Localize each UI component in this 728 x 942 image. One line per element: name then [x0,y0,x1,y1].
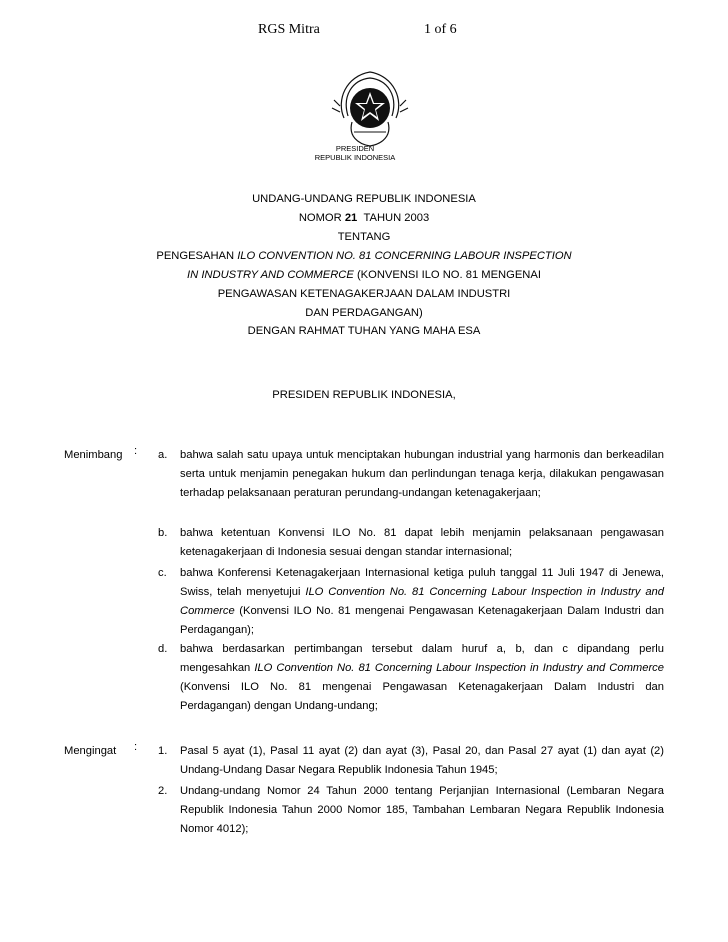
item-text-part: bahwa berdasarkan pertimbangan tersebut dalam huruf a, b, dan c dipandang perlu mengesahkan [180,643,664,674]
law-number-prefix: NOMOR [298,212,342,224]
list-item-text: Undang-undang Nomor 24 Tahun 2000 tentang Perjanjian Internasional (Lembaran Negara Republik Indonesia Tahun 2000 Nomor 185, Tambahan Lembaran Negara Republik Indonesia Nomor 4012); [180,785,664,835]
item-text-part: (Konvensi ILO No. 81 mengenai Pengawasan Ketenagakerjaan Dalam Industri dan Perdagangan) dengan Undang-undang; [180,681,664,712]
blessing-line: DENGAN RAHMAT TUHAN YANG MAHA ESA [247,325,481,337]
law-subject-line1 [0,247,728,266]
list-item-marker: 2. [158,785,168,797]
emblem-caption-line2: REPUBLIK INDONESIA [314,153,396,162]
list-item-marker: c. [158,567,167,579]
list-item-text: Pasal 5 ayat (1), Pasal 11 ayat (2) dan ayat (3), Pasal 20, dan Pasal 27 ayat (1) dan ayat (2) Undang-Undang Dasar Negara Republik Indonesia Tahun 1945; [180,745,664,776]
list-item-text [180,640,664,716]
item-text-part: (Konvensi ILO No. 81 mengenai Pengawasan Ketenagakerjaan Dalam Industri dan Perdagangan); [180,605,664,636]
emblem-caption-line1: PRESIDEN [335,144,375,153]
list-item-marker: b. [158,527,168,539]
law-subject-line3: PENGAWASAN KETENAGAKERJAAN DALAM INDUSTRI [217,288,511,300]
law-subject-translation: (KONVENSI ILO NO. 81 MENGENAI [356,269,541,281]
page-indicator: 1 of 6 [424,22,457,37]
emblem-caption [310,144,400,162]
law-title-block [0,190,728,323]
list-item-marker: 1. [158,745,168,757]
law-subject-prefix: PENGESAHAN [156,250,235,262]
list-item-text: bahwa salah satu upaya untuk menciptakan hubungan industrial yang harmonis dan berkeadilan serta untuk menjamin penegakan hukum dan perlindungan tenaga kerja, dilakukan pengawasan terhadap pelaksanaan peraturan perundang-undangan ketenagakerjaan; [180,449,664,499]
law-number-year: TAHUN 2003 [363,212,430,224]
list-item-marker: a. [158,449,168,461]
law-number-value: 21 [344,212,358,224]
item-text-italic: ILO Convention No. 81 Concerning Labour Inspection in Industry and Commerce [254,662,664,674]
section-colon: : [134,741,138,753]
list-item-text: bahwa ketentuan Konvensi ILO No. 81 dapat lebih menjamin pelaksanaan pengawasan ketenagakerjaan di Indonesia sesuai dengan standar internasional; [180,527,664,558]
section-colon: : [134,445,138,457]
section-label-mengingat: Mengingat [64,745,117,757]
law-subject-line4: DAN PERDAGANGAN) [305,307,423,319]
law-title: UNDANG-UNDANG REPUBLIK INDONESIA [252,193,476,205]
list-item-text [180,564,664,640]
law-subject-convention: ILO CONVENTION NO. 81 CONCERNING LABOUR INSPECTION [237,250,572,262]
section-label-menimbang: Menimbang [64,449,123,461]
law-about: TENTANG [337,231,391,243]
law-subject-convention-cont: IN INDUSTRY AND COMMERCE [187,269,354,281]
document-source: RGS Mitra [258,22,320,37]
item-text-part: bahwa Konferensi Ketenagakerjaan Internasional ketiga puluh tanggal 11 Juli 1947 di Jenewa, Swiss, telah menyetujui [180,567,664,598]
president-line: PRESIDEN REPUBLIK INDONESIA, [272,389,456,401]
list-item-marker: d. [158,643,168,655]
law-subject-line2 [0,266,728,285]
law-number [0,209,728,228]
item-text-italic: ILO Convention No. 81 Concerning Labour Inspection in Industry and Commerce [180,586,664,617]
